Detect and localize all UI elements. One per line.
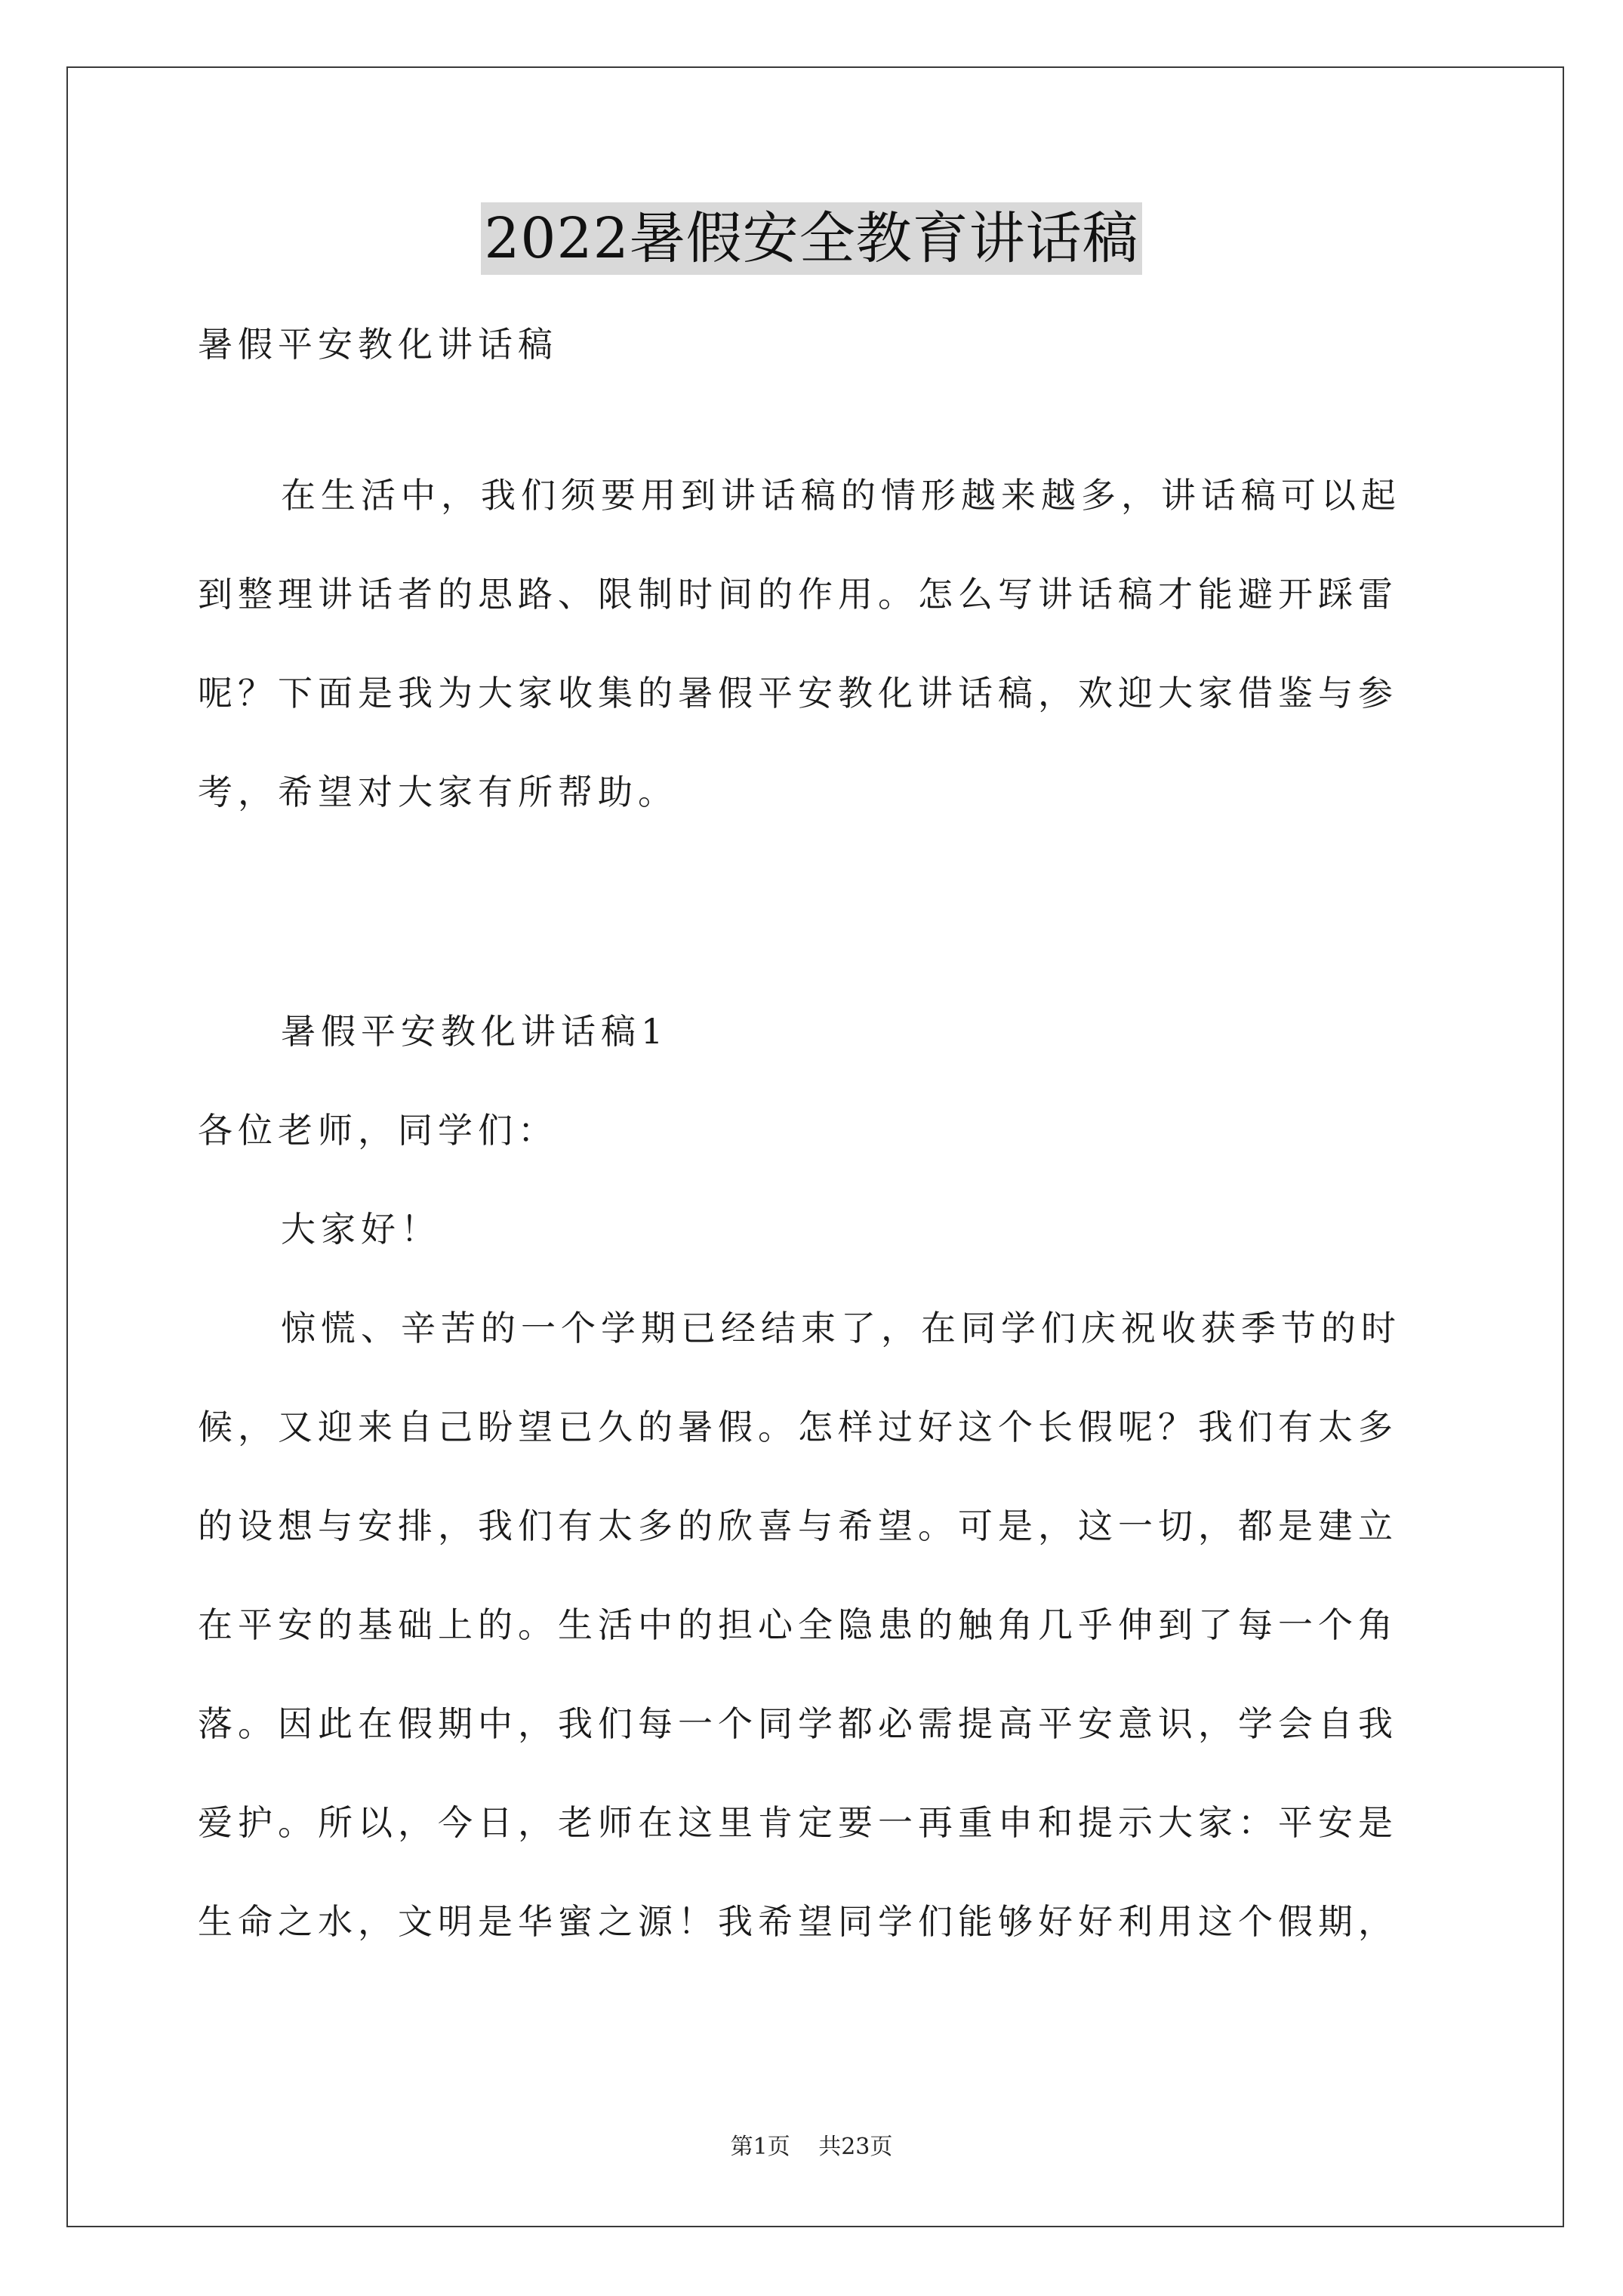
- subtitle-line: 暑假平安教化讲话稿: [198, 324, 558, 365]
- paragraph-line: 在平安的基础上的。生活中的担心全隐患的触角几乎伸到了每一个角: [198, 1604, 1398, 1645]
- greeting-line: 大家好！: [281, 1209, 441, 1250]
- page-footer: [0, 2128, 1623, 2161]
- paragraph-line: 在生活中，我们须要用到讲话稿的情形越来越多，讲话稿可以起: [281, 475, 1401, 516]
- page-number: 第1页: [730, 2134, 790, 2160]
- paragraph-line: 考，希望对大家有所帮助。: [198, 772, 678, 812]
- paragraph-line: 爱护。所以，今日，老师在这里肯定要一再重申和提示大家：平安是: [198, 1802, 1398, 1843]
- document-title: 2022暑假安全教育讲话稿: [481, 202, 1141, 275]
- paragraph-line: 落。因此在假期中，我们每一个同学都必需提高平安意识，学会自我: [198, 1703, 1398, 1744]
- paragraph-line: 候，又迎来自己盼望已久的暑假。怎样过好这个长假呢？我们有太多: [198, 1407, 1398, 1447]
- paragraph-line: 生命之水，文明是华蜜之源！我希望同学们能够好好利用这个假期，: [198, 1901, 1398, 1942]
- paragraph-line: 呢？下面是我为大家收集的暑假平安教化讲话稿，欢迎大家借鉴与参: [198, 673, 1398, 713]
- paragraph-line: 惊慌、辛苦的一个学期已经结束了，在同学们庆祝收获季节的时: [281, 1308, 1401, 1348]
- paragraph-line: 到整理讲话者的思路、限制时间的作用。怎么写讲话稿才能避开踩雷: [198, 574, 1398, 615]
- paragraph-line: 的设想与安排，我们有太多的欣喜与希望。可是，这一切，都是建立: [198, 1505, 1398, 1546]
- title-container: [0, 202, 1623, 275]
- page-total: 共23页: [818, 2134, 893, 2160]
- salutation-line: 各位老师，同学们：: [198, 1110, 558, 1151]
- section-heading: 暑假平安教化讲话稿1: [281, 1011, 669, 1052]
